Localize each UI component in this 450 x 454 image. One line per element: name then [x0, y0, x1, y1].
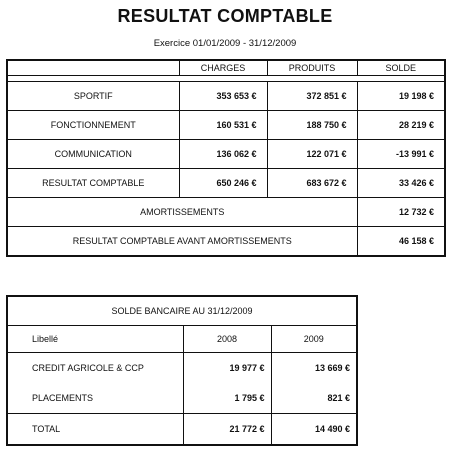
bank-table-title-row	[7, 296, 357, 326]
result-table	[6, 59, 446, 257]
row-2008: 1 795 €	[183, 383, 271, 414]
row-2009: 13 669 €	[271, 353, 357, 384]
total-2009: 14 490 €	[271, 414, 357, 446]
header-produits: PRODUITS	[267, 60, 357, 76]
row-label: PLACEMENTS	[7, 383, 183, 414]
page-title: RESULTAT COMPTABLE	[117, 6, 333, 26]
page-subtitle: Exercice 01/01/2009 - 31/12/2009	[153, 38, 297, 49]
row-label: RESULTAT COMPTABLE	[7, 169, 179, 198]
table-row	[7, 383, 357, 414]
avant-amortissements-value: 46 158 €	[357, 227, 445, 257]
row-produits: 372 851 €	[267, 82, 357, 111]
row-label: COMMUNICATION	[7, 140, 179, 169]
row-charges: 353 653 €	[179, 82, 267, 111]
row-produits: 122 071 €	[267, 140, 357, 169]
bank-table	[6, 295, 358, 446]
row-produits: 188 750 €	[267, 111, 357, 140]
amortissements-value: 12 732 €	[357, 198, 445, 227]
header-charges: CHARGES	[179, 60, 267, 76]
table-row	[7, 111, 445, 140]
total-label: TOTAL	[7, 414, 183, 446]
avant-amortissements-label: RESULTAT COMPTABLE AVANT AMORTISSEMENTS	[7, 227, 357, 257]
table-row	[7, 353, 357, 384]
avant-amortissements-row	[7, 227, 445, 257]
header-2008: 2008	[183, 326, 271, 353]
total-row	[7, 414, 357, 446]
table-row	[7, 82, 445, 111]
amortissements-label: AMORTISSEMENTS	[7, 198, 357, 227]
row-label: FONCTIONNEMENT	[7, 111, 179, 140]
row-solde: -13 991 €	[357, 140, 445, 169]
row-2009: 821 €	[271, 383, 357, 414]
row-label: CREDIT AGRICOLE & CCP	[7, 353, 183, 384]
row-solde: 28 219 €	[357, 111, 445, 140]
row-produits: 683 672 €	[267, 169, 357, 198]
bank-table-header	[7, 326, 357, 353]
table-row	[7, 140, 445, 169]
amortissements-row	[7, 198, 445, 227]
table-row	[7, 169, 445, 198]
row-solde: 19 198 €	[357, 82, 445, 111]
result-table-header	[7, 60, 445, 76]
row-2008: 19 977 €	[183, 353, 271, 384]
header-libelle: Libellé	[7, 326, 183, 353]
row-solde: 33 426 €	[357, 169, 445, 198]
header-solde: SOLDE	[357, 60, 445, 76]
row-charges: 160 531 €	[179, 111, 267, 140]
header-2009: 2009	[271, 326, 357, 353]
bank-table-title: SOLDE BANCAIRE AU 31/12/2009	[7, 296, 357, 326]
row-charges: 136 062 €	[179, 140, 267, 169]
row-label: SPORTIF	[7, 82, 179, 111]
row-charges: 650 246 €	[179, 169, 267, 198]
total-2008: 21 772 €	[183, 414, 271, 446]
header-blank	[7, 60, 179, 76]
